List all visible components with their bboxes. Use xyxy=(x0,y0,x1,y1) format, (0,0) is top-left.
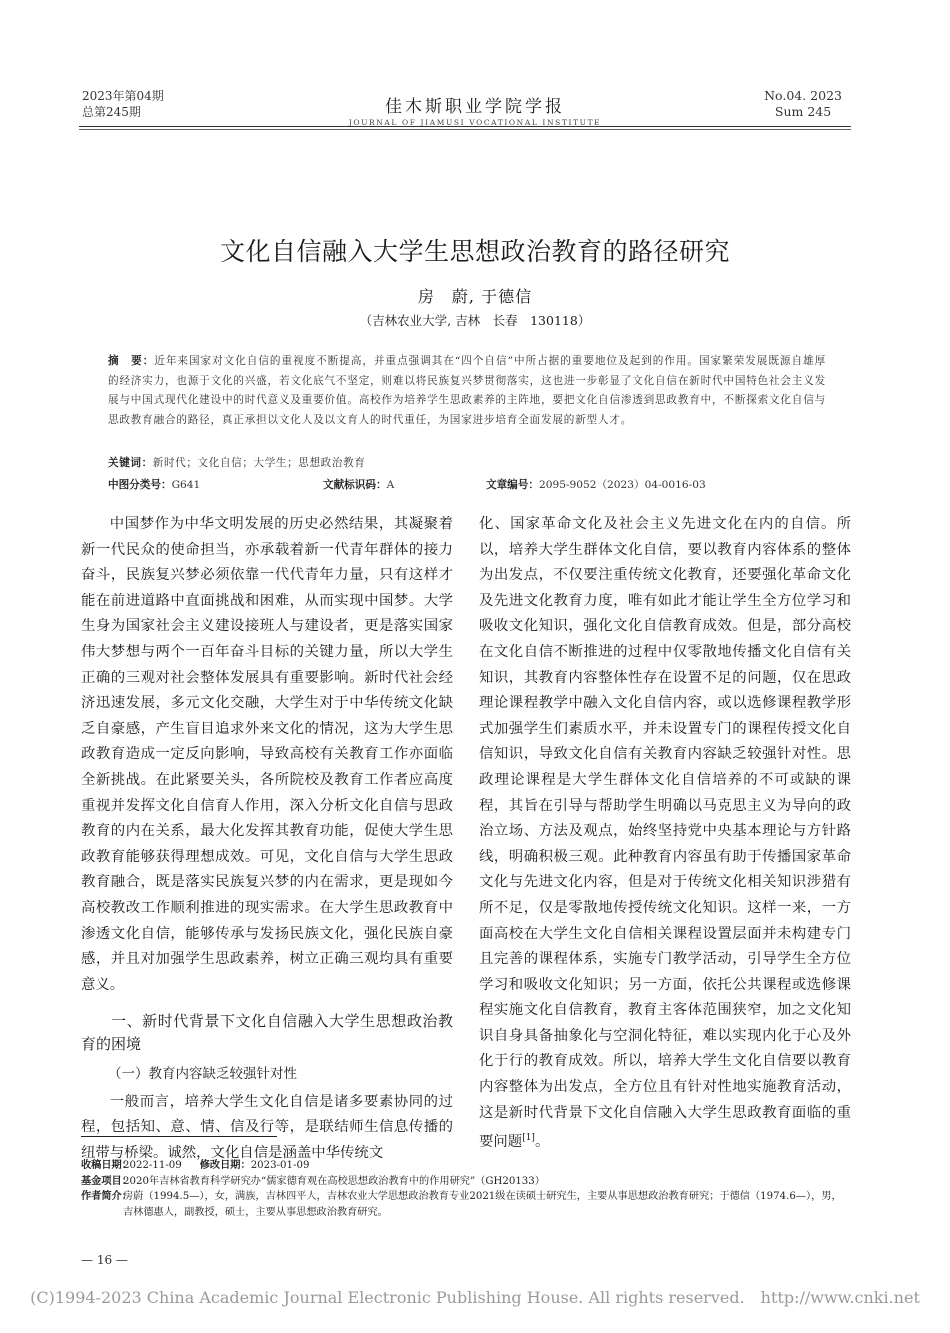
reference-mark: [1] xyxy=(522,1133,535,1144)
page-number: — 16 — xyxy=(81,1253,128,1267)
received-date: 2022-11-09 xyxy=(123,1160,182,1171)
body-column-right xyxy=(479,512,851,1156)
subsection-1-heading: （一）教育内容缺乏较强针对性 xyxy=(108,1066,297,1083)
subsection-1-paragraph-start: 一般而言，培养大学生文化自信是诸多要素协同的过程，包括知、意、情、信及行等，是联结师生信息传播的纽带与桥梁。诚然，文化自信是涵盖中华传统文 xyxy=(81,1093,453,1162)
article-number-value: 2095-9052（2023）04-0016-03 xyxy=(538,479,706,491)
paragraph-text: 化、国家革命文化及社会主义先进文化在内的自信。所以，培养大学生群体文化自信，要以教育内容体系的整体为出发点，不仅要注重传统文化教育，还要强化革命文化及先进文化教育力度，唯有如此才能让学生全方位学习和吸收文化知识，强化文化自信教育成效。但是，部分高校在文化自信不断推进的过程中仅零散地传播文化自信有关知识，其教育内容整体性存在设置不足的问题，仅在思政理论课程教学中融入文化自信内容，或以选修课程教学形式加强学生们素质水平，并未设置专门的课程传授文化自信知识，导致文化自信有关教育内容缺乏较强针对性。思政理论课程是大学生群体文化自信培养的不可或缺的课程，其旨在引导与帮助学生明确以马克思主义为导向的政治立场、方法及观点，始终坚持党中央基本理论与方针路线，明确积极三观。此种教育内容虽有助于传播国家革命文化与先进文化内容，但是对于传统文化相关知识涉猎有所不足，仅是零散地传授传统文化知识。这样一来，一方面高校在大学生文化自信相关课程设置层面并未构建专门且完善的课程体系，实施专门教学活动，引导学生全方位学习和吸收文化知识；另一方面，依托公共课程或选修课程实施文化自信教育，教育主客体范围狭窄，加之文化知识自身具备抽象化与空洞化特征，难以实现内化于心及外化于行的教育成效。所以，培养大学生文化自信要以教育内容整体为出发点，全方位且有针对性地实施教育活动，这是新时代背景下文化自信融入大学生思政教育面临的重要问题 xyxy=(479,516,851,1151)
revised-date: 2023-01-09 xyxy=(250,1160,310,1171)
received-label: 收稿日期： xyxy=(81,1160,132,1171)
total-cn: 总第245期 xyxy=(82,105,141,119)
bio-text: 房蔚（1994.5—），女，满族，吉林四平人，吉林农业大学思想政治教育专业2021级在读硕士研究生，主要从事思想政治教育研究；于德信（1974.6—），男，吉林德惠人，副教授，硕士，主要从事思想政治教育研究。 xyxy=(123,1191,842,1218)
fund-text: 2020年吉林省教育科学研究办“儒家德育观在高校思想政治教育中的作用研究”（GH20133） xyxy=(123,1175,545,1187)
header-issue-info-en xyxy=(764,88,842,120)
subsection-1-paragraph-continued xyxy=(479,512,851,1156)
fund-label: 基金项目： xyxy=(81,1175,132,1187)
header-rule xyxy=(79,126,851,127)
keywords-text: 新时代；文化自信；大学生；思想政治教育 xyxy=(152,457,366,469)
footnotes xyxy=(81,1158,851,1220)
clc-code xyxy=(108,476,200,494)
end-punctuation: 。 xyxy=(534,1134,550,1151)
header-rule-thin xyxy=(79,129,851,130)
revised-label: 修改日期： xyxy=(199,1160,251,1171)
footnote-dates xyxy=(81,1158,851,1174)
abstract-label: 摘 要： xyxy=(108,355,155,367)
keywords xyxy=(108,454,365,472)
body-column-left xyxy=(81,512,453,1167)
doc-code xyxy=(323,476,394,494)
clc-label: 中图分类号： xyxy=(108,479,172,491)
intro-paragraph: 中国梦作为中华文明发展的历史必然结果，其凝聚着新一代民众的使命担当，亦承载着新一代青年群体的接力奋斗，民族复兴梦必须依靠一代代青年力量，只有这样才能在前进道路中直面挑战和困难，从而实现中国梦。大学生身为国家社会主义建设接班人与建设者，更是落实国家伟大梦想与两个一百年奋斗目标的关键力量，所以大学生正确的三观对社会整体发展具有重要影响。新时代社会经济迅速发展，多元文化交融，大学生对于中华传统文化缺乏自豪感，产生盲目追求外来文化的情况，这为大学生思政教育造成一定反向影响，导致高校有关教育工作亦面临全新挑战。在此紧要关头，各所院校及教育工作者应高度重视并发挥文化自信育人作用，深入分析文化自信与思政教育的内在关系，最大化发挥其教育功能，促使大学生思政教育能够获得理想成效。可见，文化自信与大学生思政教育融合，既是落实民族复兴梦的内在需求，更是现如今高校教改工作顺利推进的现实需求。在大学生思政教育中渗透文化自信，能够传承与发扬民族文化，强化民族自豪感，并且对加强学生思政素养，树立正确三观均具有重要意义。 xyxy=(81,516,453,993)
doc-value: A xyxy=(386,479,395,491)
journal-name-cn: 佳木斯职业学院学报 xyxy=(385,97,565,117)
article-number xyxy=(486,476,706,494)
bio-label: 作者简介： xyxy=(81,1191,132,1202)
journal-name-en: JOURNAL OF JIAMUSI VOCATIONAL INSTITUTE xyxy=(348,118,602,127)
article-number-label: 文章编号： xyxy=(486,479,539,491)
abstract xyxy=(108,352,826,430)
issue-en: No.04. 2023 xyxy=(764,88,842,103)
clc-value: G641 xyxy=(171,479,201,491)
article-authors: 房 蔚, 于德信 xyxy=(417,287,533,306)
keywords-label: 关键词： xyxy=(108,457,153,469)
total-en: Sum 245 xyxy=(774,104,832,119)
issue-cn: 2023年第04期 xyxy=(82,89,164,103)
abstract-text: 近年来国家对文化自信的重视度不断提高，并重点强调其在“四个自信”中所占据的重要地位及起到的作用。国家繁荣发展既源自雄厚的经济实力，也源于文化的兴盛，若文化底气不坚定，则难以将民族复兴梦贯彻落实，这也进一步彰显了文化自信在新时代中国特色社会主义发展与中国式现代化建设中的时代意义及重要价值。高校作为培养学生思政素养的主阵地，要把文化自信渗透到思政教育中，不断探索文化自信与思政教育融合的路径，真正承担以文化人及以文育人的时代重任，为国家进步培育全面发展的新型人才。 xyxy=(108,355,827,426)
doc-label: 文献标识码： xyxy=(323,479,387,491)
footnote-bio xyxy=(81,1189,851,1220)
footnote-fund xyxy=(81,1174,851,1190)
article-title: 文化自信融入大学生思想政治教育的路径研究 xyxy=(219,237,730,266)
footnote-rule xyxy=(81,1136,277,1137)
cnki-watermark: (C)1994-2023 China Academic Journal Electronic Publishing House. All rights reserved. http://www.cnki.net xyxy=(30,1288,920,1307)
section-1-heading: 一、新时代背景下文化自信融入大学生思想政治教育的困境 xyxy=(81,1012,453,1054)
article-affiliation: （吉林农业大学, 吉林 长春 130118） xyxy=(359,313,591,328)
